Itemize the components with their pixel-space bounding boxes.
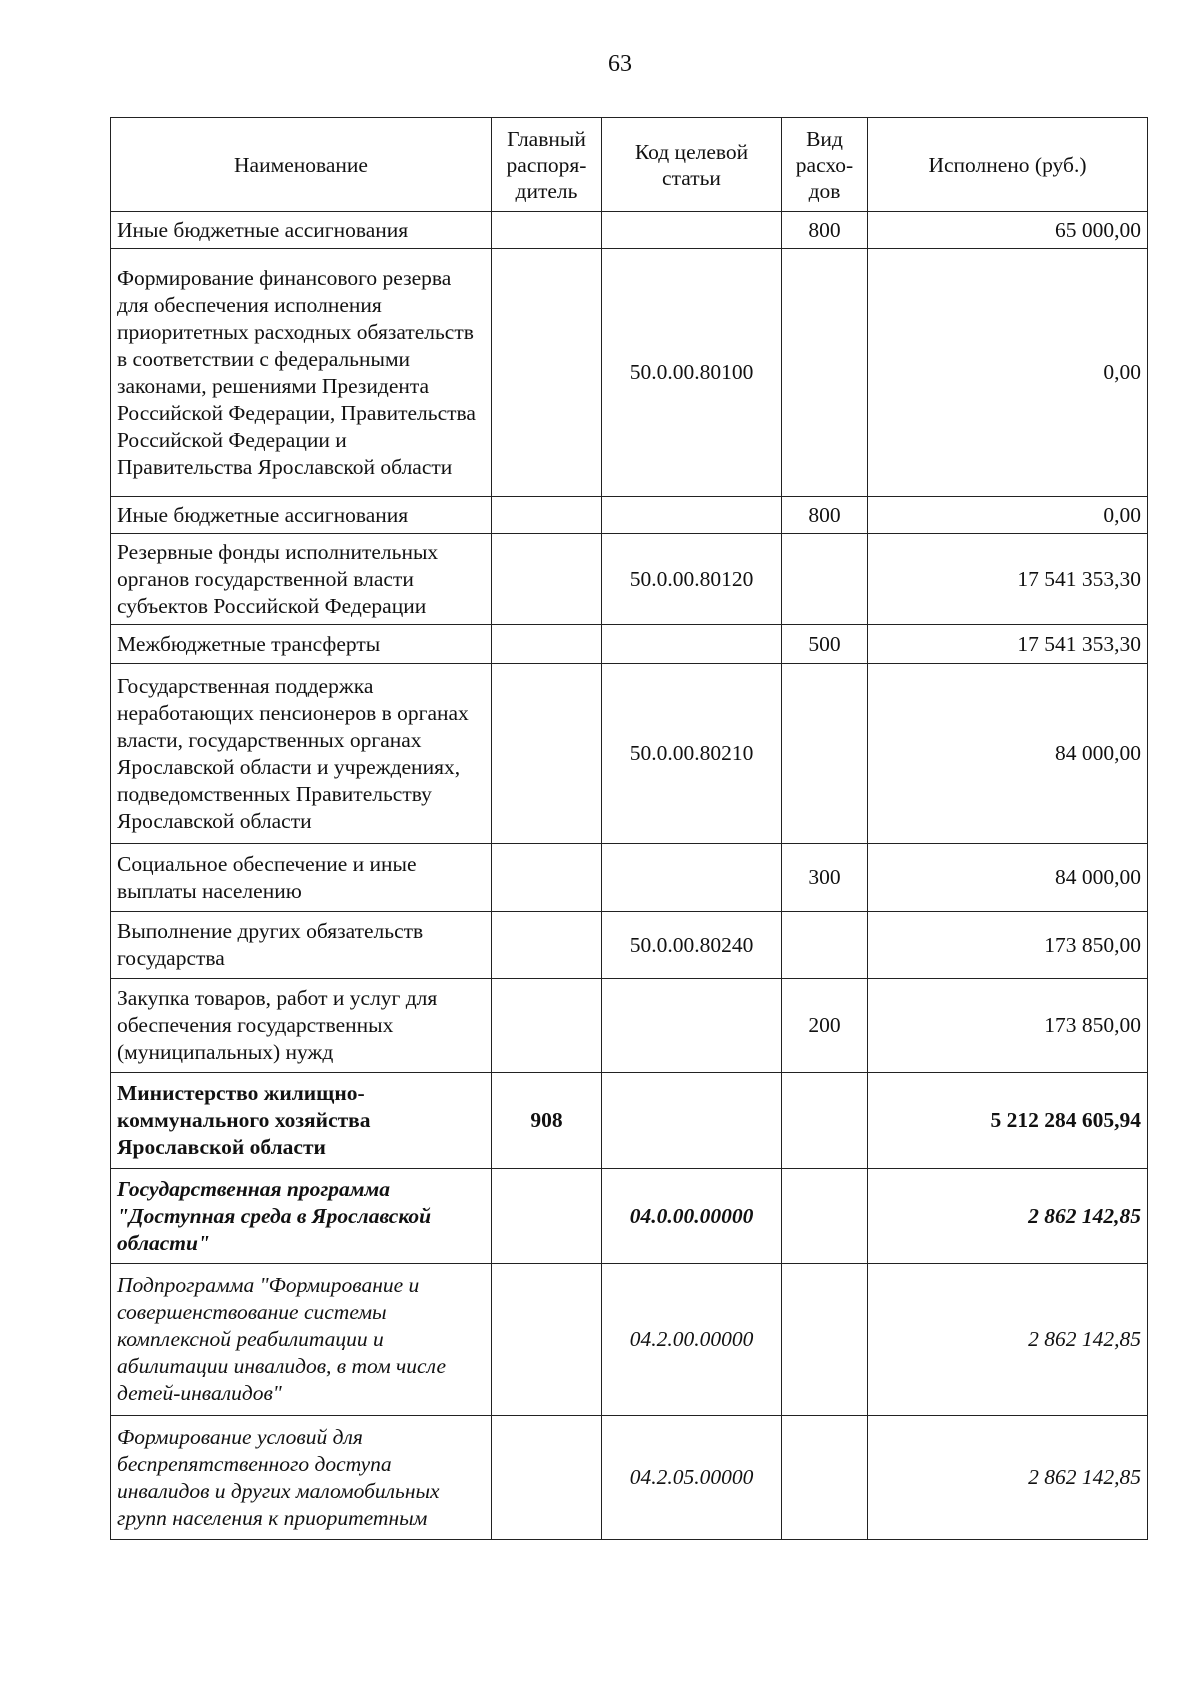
table-row <box>111 249 1148 497</box>
row-glav: 908 <box>492 1073 602 1169</box>
table-row <box>111 497 1148 534</box>
row-code <box>602 212 782 249</box>
row-name: Иные бюджетные ассигнования <box>111 212 492 249</box>
header-amount: Исполнено (руб.) <box>868 118 1148 212</box>
table-row <box>111 212 1148 249</box>
row-glav <box>492 249 602 497</box>
table-row <box>111 1169 1148 1264</box>
header-vid: Вид расхо-дов <box>782 118 868 212</box>
row-glav <box>492 979 602 1073</box>
row-amount: 2 862 142,85 <box>868 1416 1148 1540</box>
row-code <box>602 625 782 664</box>
row-vid: 800 <box>782 497 868 534</box>
row-code: 50.0.00.80240 <box>602 912 782 979</box>
row-name: Государственная программа "Доступная среда в Ярославской области" <box>111 1169 492 1264</box>
row-code: 50.0.00.80210 <box>602 664 782 844</box>
row-code <box>602 1073 782 1169</box>
table-row <box>111 979 1148 1073</box>
row-amount: 2 862 142,85 <box>868 1169 1148 1264</box>
header-code: Код целевой статьи <box>602 118 782 212</box>
row-vid: 500 <box>782 625 868 664</box>
row-code <box>602 497 782 534</box>
row-code: 50.0.00.80120 <box>602 534 782 625</box>
row-code: 04.0.00.00000 <box>602 1169 782 1264</box>
row-glav <box>492 1416 602 1540</box>
row-name: Государственная поддержка неработающих пенсионеров в органах власти, государственных органах Ярославской области и учреждениях, подведомственных Правительству Ярославской области <box>111 664 492 844</box>
row-vid <box>782 534 868 625</box>
row-amount: 84 000,00 <box>868 844 1148 912</box>
header-name: Наименование <box>111 118 492 212</box>
row-glav <box>492 534 602 625</box>
row-vid <box>782 664 868 844</box>
row-glav <box>492 912 602 979</box>
row-vid: 300 <box>782 844 868 912</box>
row-glav <box>492 1264 602 1416</box>
row-name: Подпрограмма "Формирование и совершенствование системы комплексной реабилитации и абилитации инвалидов, в том числе детей-инвалидов" <box>111 1264 492 1416</box>
row-code: 50.0.00.80100 <box>602 249 782 497</box>
row-name: Межбюджетные трансферты <box>111 625 492 664</box>
page-number: 63 <box>608 51 632 77</box>
row-vid <box>782 1416 868 1540</box>
row-vid <box>782 1169 868 1264</box>
row-amount: 5 212 284 605,94 <box>868 1073 1148 1169</box>
row-glav <box>492 212 602 249</box>
row-amount: 173 850,00 <box>868 912 1148 979</box>
row-name: Резервные фонды исполнительных органов государственной власти субъектов Российской Федерации <box>111 534 492 625</box>
table-row <box>111 1073 1148 1169</box>
row-vid: 200 <box>782 979 868 1073</box>
table-row <box>111 534 1148 625</box>
row-vid <box>782 249 868 497</box>
row-glav <box>492 1169 602 1264</box>
row-amount: 17 541 353,30 <box>868 534 1148 625</box>
table-row <box>111 1264 1148 1416</box>
header-glav: Главный распоря-дитель <box>492 118 602 212</box>
row-amount: 0,00 <box>868 497 1148 534</box>
row-glav <box>492 497 602 534</box>
row-code: 04.2.00.00000 <box>602 1264 782 1416</box>
row-glav <box>492 625 602 664</box>
row-amount: 0,00 <box>868 249 1148 497</box>
row-code <box>602 979 782 1073</box>
table-row <box>111 1416 1148 1540</box>
table-row <box>111 912 1148 979</box>
table-row <box>111 664 1148 844</box>
row-name: Формирование финансового резерва для обеспечения исполнения приоритетных расходных обязательств в соответствии с федеральными законами, решениями Президента Российской Федерации, Правительства Российской Федерации и Правительства Ярославской области <box>111 249 492 497</box>
row-code <box>602 844 782 912</box>
row-amount: 84 000,00 <box>868 664 1148 844</box>
row-amount: 65 000,00 <box>868 212 1148 249</box>
row-amount: 173 850,00 <box>868 979 1148 1073</box>
row-vid <box>782 1073 868 1169</box>
table-row <box>111 844 1148 912</box>
row-glav <box>492 844 602 912</box>
row-vid: 800 <box>782 212 868 249</box>
row-amount: 2 862 142,85 <box>868 1264 1148 1416</box>
row-name: Иные бюджетные ассигнования <box>111 497 492 534</box>
table-row <box>111 625 1148 664</box>
row-vid <box>782 1264 868 1416</box>
row-name: Закупка товаров, работ и услуг для обеспечения государственных (муниципальных) нужд <box>111 979 492 1073</box>
row-glav <box>492 664 602 844</box>
row-name: Министерство жилищно-коммунального хозяйства Ярославской области <box>111 1073 492 1169</box>
row-vid <box>782 912 868 979</box>
budget-table <box>110 117 1148 1540</box>
table-header-row <box>111 118 1148 212</box>
row-name: Выполнение других обязательств государства <box>111 912 492 979</box>
row-amount: 17 541 353,30 <box>868 625 1148 664</box>
row-name: Социальное обеспечение и иные выплаты населению <box>111 844 492 912</box>
row-code: 04.2.05.00000 <box>602 1416 782 1540</box>
row-name: Формирование условий для беспрепятственного доступа инвалидов и других маломобильных групп населения к приоритетным <box>111 1416 492 1540</box>
